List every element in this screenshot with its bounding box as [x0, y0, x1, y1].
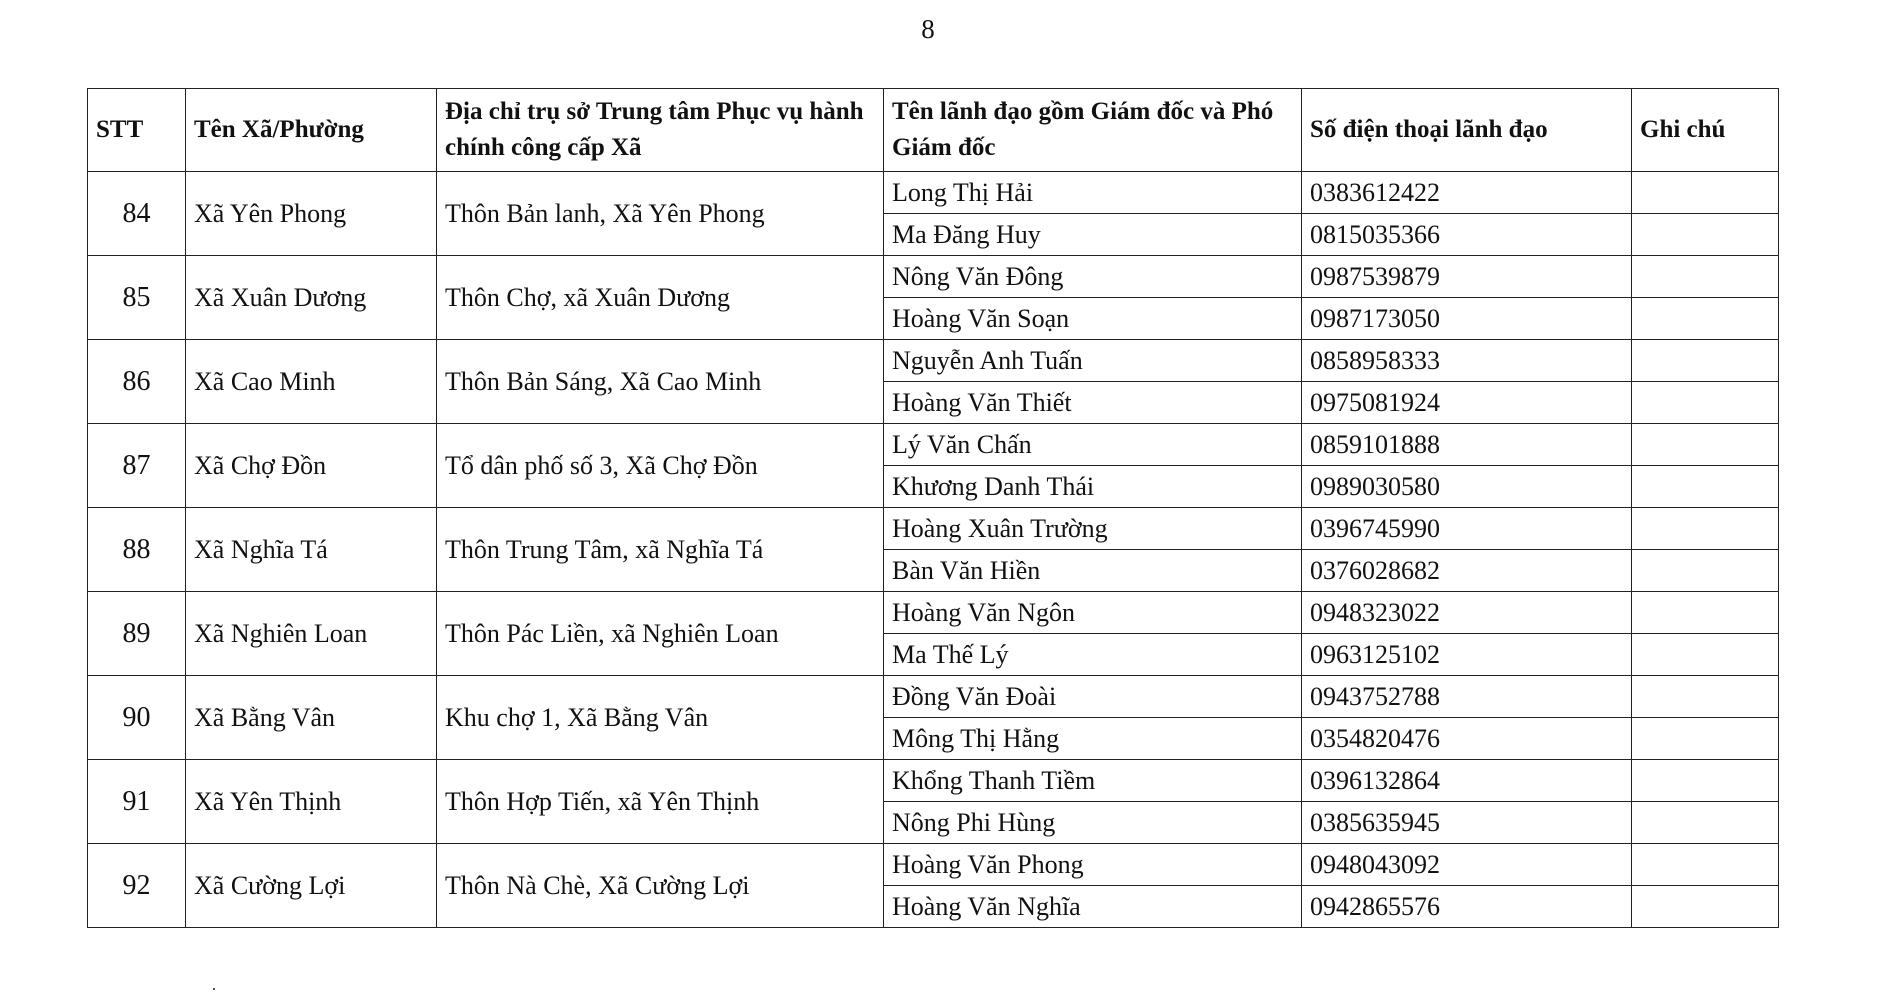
- leader-phone-cell: 0815035366: [1302, 214, 1632, 256]
- leader-phone-cell: 0943752788: [1302, 676, 1632, 718]
- leader-phone-cell: 0354820476: [1302, 718, 1632, 760]
- notes-cell: [1632, 760, 1779, 802]
- page-number: 8: [921, 14, 935, 44]
- commune-name-cell: Xã Nghiên Loan: [186, 592, 437, 676]
- leader-phone-cell: 0948043092: [1302, 844, 1632, 886]
- stt-cell: 85: [88, 256, 186, 340]
- leader-phone-cell: 0383612422: [1302, 172, 1632, 214]
- table-row: [88, 172, 1779, 214]
- leader-phone-cell: 0858958333: [1302, 340, 1632, 382]
- table-row: [88, 256, 1779, 298]
- notes-cell: [1632, 844, 1779, 886]
- commune-name-cell: Xã Bằng Vân: [186, 676, 437, 760]
- notes-cell: [1632, 466, 1779, 508]
- leader-name-cell: Khương Danh Thái: [884, 466, 1302, 508]
- leader-name-cell: Ma Đăng Huy: [884, 214, 1302, 256]
- commune-name-cell: Xã Yên Thịnh: [186, 760, 437, 844]
- leader-phone-cell: 0376028682: [1302, 550, 1632, 592]
- header-address: Địa chỉ trụ sở Trung tâm Phục vụ hành chính công cấp Xã: [437, 89, 884, 172]
- header-leaders: Tên lãnh đạo gồm Giám đốc và Phó Giám đốc: [884, 89, 1302, 172]
- notes-cell: [1632, 256, 1779, 298]
- stt-cell: 89: [88, 592, 186, 676]
- address-cell: Thôn Bản Sáng, Xã Cao Minh: [437, 340, 884, 424]
- address-cell: Thôn Pác Liền, xã Nghiên Loan: [437, 592, 884, 676]
- commune-name-cell: Xã Chợ Đồn: [186, 424, 437, 508]
- leader-name-cell: Nguyễn Anh Tuấn: [884, 340, 1302, 382]
- address-cell: Thôn Trung Tâm, xã Nghĩa Tá: [437, 508, 884, 592]
- table-row: [88, 508, 1779, 550]
- leader-name-cell: Mông Thị Hằng: [884, 718, 1302, 760]
- stt-cell: 90: [88, 676, 186, 760]
- notes-cell: [1632, 298, 1779, 340]
- stt-cell: 91: [88, 760, 186, 844]
- notes-cell: [1632, 382, 1779, 424]
- leader-name-cell: Nông Phi Hùng: [884, 802, 1302, 844]
- stt-cell: 86: [88, 340, 186, 424]
- address-cell: Thôn Bản lanh, Xã Yên Phong: [437, 172, 884, 256]
- leader-phone-cell: 0942865576: [1302, 886, 1632, 928]
- notes-cell: [1632, 886, 1779, 928]
- leader-phone-cell: 0385635945: [1302, 802, 1632, 844]
- table-row: [88, 760, 1779, 802]
- table-row: [88, 676, 1779, 718]
- notes-cell: [1632, 172, 1779, 214]
- notes-cell: [1632, 340, 1779, 382]
- table-row: [88, 340, 1779, 382]
- leader-name-cell: Đồng Văn Đoài: [884, 676, 1302, 718]
- commune-name-cell: Xã Yên Phong: [186, 172, 437, 256]
- notes-cell: [1632, 802, 1779, 844]
- leader-phone-cell: 0948323022: [1302, 592, 1632, 634]
- table-row: [88, 844, 1779, 886]
- leader-phone-cell: 0987173050: [1302, 298, 1632, 340]
- address-cell: Khu chợ 1, Xã Bằng Vân: [437, 676, 884, 760]
- table-header-row: [88, 89, 1779, 172]
- notes-cell: [1632, 550, 1779, 592]
- leader-name-cell: Hoàng Văn Nghĩa: [884, 886, 1302, 928]
- header-notes: Ghi chú: [1632, 89, 1779, 172]
- header-commune-name: Tên Xã/Phường: [186, 89, 437, 172]
- stt-cell: 87: [88, 424, 186, 508]
- leader-phone-cell: 0989030580: [1302, 466, 1632, 508]
- address-cell: Thôn Hợp Tiến, xã Yên Thịnh: [437, 760, 884, 844]
- notes-cell: [1632, 214, 1779, 256]
- header-stt: STT: [88, 89, 186, 172]
- notes-cell: [1632, 634, 1779, 676]
- leader-name-cell: Hoàng Văn Phong: [884, 844, 1302, 886]
- notes-cell: [1632, 718, 1779, 760]
- notes-cell: [1632, 592, 1779, 634]
- leader-name-cell: Hoàng Xuân Trường: [884, 508, 1302, 550]
- leader-name-cell: Nông Văn Đông: [884, 256, 1302, 298]
- leader-name-cell: Long Thị Hải: [884, 172, 1302, 214]
- leader-name-cell: Lý Văn Chấn: [884, 424, 1302, 466]
- stt-cell: 88: [88, 508, 186, 592]
- notes-cell: [1632, 508, 1779, 550]
- leader-phone-cell: 0859101888: [1302, 424, 1632, 466]
- commune-name-cell: Xã Xuân Dương: [186, 256, 437, 340]
- table-row: [88, 592, 1779, 634]
- notes-cell: [1632, 424, 1779, 466]
- leader-phone-cell: 0396132864: [1302, 760, 1632, 802]
- leader-name-cell: Hoàng Văn Thiết: [884, 382, 1302, 424]
- notes-cell: [1632, 676, 1779, 718]
- leader-phone-cell: 0396745990: [1302, 508, 1632, 550]
- scan-speck: [213, 988, 215, 990]
- commune-name-cell: Xã Cao Minh: [186, 340, 437, 424]
- table-row: [88, 424, 1779, 466]
- address-cell: Thôn Nà Chè, Xã Cường Lợi: [437, 844, 884, 928]
- leader-name-cell: Hoàng Văn Ngôn: [884, 592, 1302, 634]
- address-cell: Thôn Chợ, xã Xuân Dương: [437, 256, 884, 340]
- commune-leaders-table: [87, 88, 1779, 928]
- leader-name-cell: Khổng Thanh Tiềm: [884, 760, 1302, 802]
- header-phone: Số điện thoại lãnh đạo: [1302, 89, 1632, 172]
- leader-name-cell: Hoàng Văn Soạn: [884, 298, 1302, 340]
- leader-phone-cell: 0963125102: [1302, 634, 1632, 676]
- commune-name-cell: Xã Nghĩa Tá: [186, 508, 437, 592]
- leader-phone-cell: 0987539879: [1302, 256, 1632, 298]
- address-cell: Tổ dân phố số 3, Xã Chợ Đồn: [437, 424, 884, 508]
- leader-name-cell: Bàn Văn Hiền: [884, 550, 1302, 592]
- commune-name-cell: Xã Cường Lợi: [186, 844, 437, 928]
- stt-cell: 84: [88, 172, 186, 256]
- leader-name-cell: Ma Thế Lý: [884, 634, 1302, 676]
- leader-phone-cell: 0975081924: [1302, 382, 1632, 424]
- stt-cell: 92: [88, 844, 186, 928]
